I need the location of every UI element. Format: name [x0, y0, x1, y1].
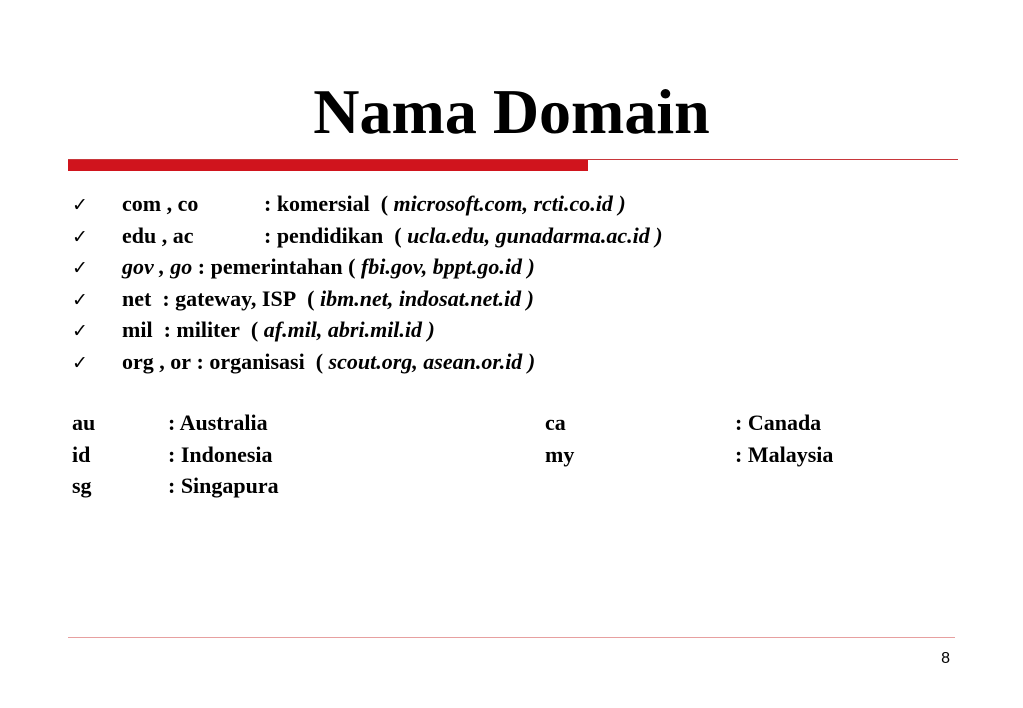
title-underline-thick — [68, 160, 588, 171]
checkmark-icon: ✓ — [72, 257, 88, 279]
list-item — [72, 190, 663, 222]
country-code: ca — [545, 410, 566, 435]
paren-open: ( — [348, 254, 356, 279]
domain-code: gov , go — [122, 254, 193, 279]
paren-open: ( — [250, 317, 259, 342]
domain-code: net — [122, 285, 152, 311]
country-code: au — [72, 410, 96, 435]
domain-description: : militer — [163, 317, 240, 342]
paren-close: ) — [618, 191, 626, 216]
domain-examples: ibm.net, indosat.net.id — [319, 285, 522, 311]
domain-list — [72, 190, 663, 379]
list-item — [72, 316, 663, 348]
domain-description: : gateway, ISP — [162, 285, 297, 311]
paren-close: ) — [527, 348, 536, 374]
checkmark-icon: ✓ — [72, 225, 88, 248]
domain-examples: fbi.gov, bppt.go.id — [360, 254, 523, 279]
paren-open: ( — [307, 285, 315, 311]
paren-open: ( — [394, 222, 402, 248]
domain-description: : pendidikan — [264, 222, 384, 248]
paren-open: ( — [380, 191, 389, 216]
domain-code: org , or — [122, 348, 192, 374]
paren-close: ) — [655, 222, 663, 248]
country-code: my — [545, 441, 575, 467]
country-name: : Singapura — [168, 473, 279, 498]
slide-title: Nama Domain — [313, 76, 710, 147]
country-name: : Canada — [735, 410, 822, 435]
list-item — [72, 348, 663, 380]
list-item — [72, 222, 663, 254]
domain-code: com , co — [122, 191, 199, 216]
country-code: sg — [72, 473, 92, 498]
paren-close: ) — [527, 254, 535, 279]
checkmark-icon: ✓ — [72, 320, 88, 342]
domain-description: : pemerintahan — [197, 254, 343, 279]
footer-divider — [68, 637, 955, 638]
list-item — [72, 285, 663, 317]
paren-close: ) — [427, 317, 435, 342]
country-name: : Indonesia — [168, 441, 273, 467]
country-name: : Australia — [168, 410, 268, 435]
domain-code: edu , ac — [122, 222, 194, 248]
checkmark-icon: ✓ — [72, 351, 88, 374]
paren-close: ) — [526, 285, 534, 311]
checkmark-icon: ✓ — [72, 288, 88, 311]
domain-examples: ucla.edu, gunadarma.ac.id — [407, 222, 650, 248]
domain-code: mil — [122, 317, 153, 342]
domain-description: : organisasi — [196, 348, 305, 374]
domain-examples: scout.org, asean.or.id — [328, 348, 523, 374]
list-item — [72, 253, 663, 285]
domain-description: : komersial — [264, 191, 370, 216]
domain-examples: microsoft.com, rcti.co.id — [393, 191, 613, 216]
page-number: 8 — [941, 650, 950, 667]
domain-examples: af.mil, abri.mil.id — [263, 317, 423, 342]
country-code: id — [72, 441, 91, 467]
paren-open: ( — [315, 348, 324, 374]
checkmark-icon: ✓ — [72, 194, 88, 216]
country-name: : Malaysia — [735, 441, 834, 467]
